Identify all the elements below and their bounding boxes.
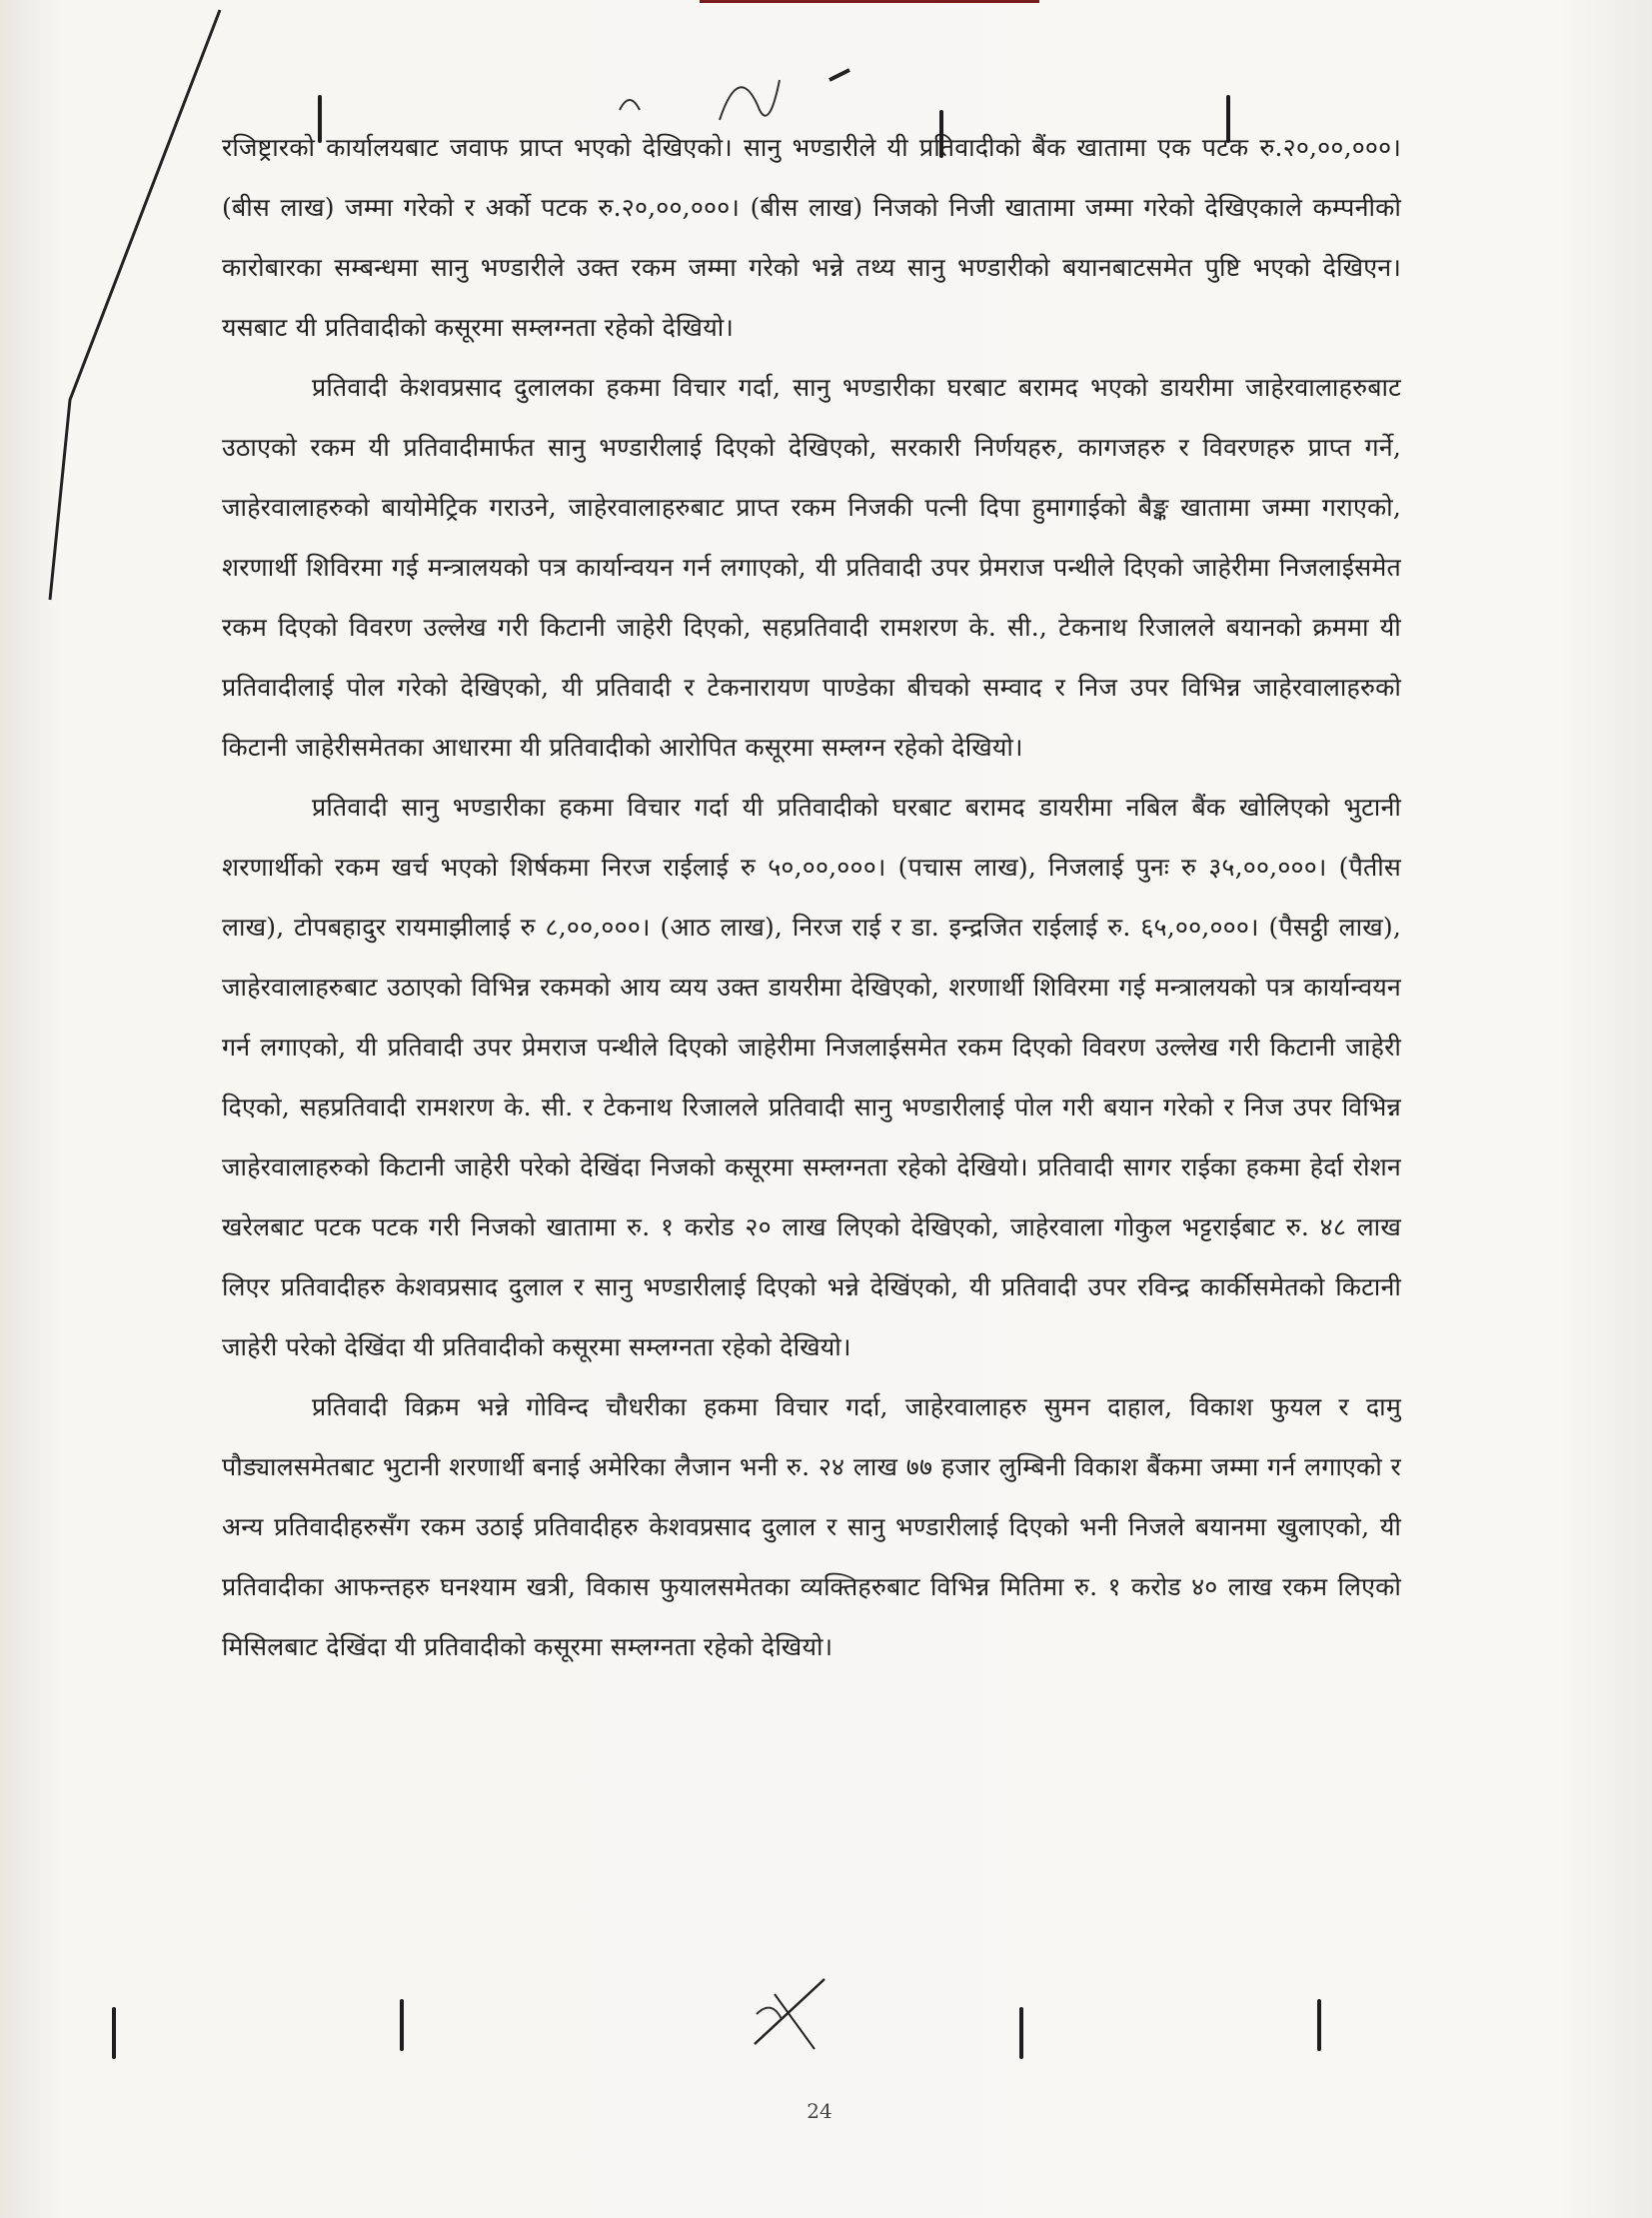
paragraph-3: प्रतिवादी सानु भण्डारीका हकमा विचार गर्दा यी प्रतिवादीको घरबाट बरामद डायरीमा नबिल बैंक खोलिएको भुटानी शरणार्थीको रकम खर्च भएको शिर्षकमा निरज राईलाई रु ५०,००,०००। (पचास लाख), निजलाई पुनः रु ३५,००,०००। (पैतीस लाख), टोपबहादुर रायमाझीलाई रु ८,००,०००। (आठ लाख), निरज राई र डा. इन्द्रजित राईलाई रु. ६५,००,०००। (पैसट्ठी लाख), जाहेरवालाहरुबाट उठाएको विभिन्न रकमको आय व्यय उक्त डायरीमा देखिएको, शरणार्थी शिविरमा गई मन्त्रालयको पत्र कार्यान्वयन गर्न लगाएको, यी प्रतिवादी उपर प्रेमराज पन्थीले दिएको जाहेरीमा निजलाईसमेत रकम दिएको विवरण उल्लेख गरी किटानी जाहेरी दिएको, सहप्रतिवादी रामशरण के. सी. र टेकनाथ रिजालले प्रतिवादी सानु भण्डारीलाई पोल गरी बयान गरेको र निज उपर विभिन्न जाहेरवालाहरुको किटानी जाहेरी परेको देखिंदा निजको कसूरमा सम्लग्नता रहेको देखियो। प्रतिवादी सागर राईका हकमा हेर्दा रोशन खरेलबाट पटक पटक गरी निजको खातामा रु. १ करोड २० लाख लिएको देखिएको, जाहेरवाला गोकुल भट्टराईबाट रु. ४८ लाख लिएर प्रतिवादीहरु केशवप्रसाद दुलाल र सानु भण्डारीलाई दिएको भन्ने देखिंएको, यी प्रतिवादी उपर रविन्द्र कार्कीसमेतको किटानी जाहेरी परेको देखिंदा यी प्रतिवादीको कसूरमा सम्लग्नता रहेको देखियो। xyxy=(222,793,1401,1361)
vertical-mark xyxy=(1317,1999,1321,2051)
signature-mark xyxy=(745,1974,839,2054)
vertical-mark xyxy=(1019,2007,1023,2059)
paragraph-2: प्रतिवादी केशवप्रसाद दुलालका हकमा विचार गर्दा, सानु भण्डारीका घरबाट बरामद भएको डायरीमा जाहेरवालाहरुबाट उठाएको रकम यी प्रतिवादीमार्फत सानु भण्डारीलाई दिएको देखिएको, सरकारी निर्णयहरु, कागजहरु र विवरणहरु प्राप्त गर्ने, जाहेरवालाहरुको बायोमेट्रिक गराउने, जाहेरवालाहरुबाट प्राप्त रकम निजकी पत्नी दिपा हुमागाईको बैङ्क खातामा जम्मा गराएको, शरणार्थी शिविरमा गई मन्त्रालयको पत्र कार्यान्वयन गर्न लगाएको, यी प्रतिवादी उपर प्रेमराज पन्थीले दिएको जाहेरीमा निजलाईसमेत रकम दिएको विवरण उल्लेख गरी किटानी जाहेरी दिएको, सहप्रतिवादी रामशरण के. सी., टेकनाथ रिजालले बयानको क्रममा यी प्रतिवादीलाई पोल गरेको देखिएको, यी प्रतिवादी र टेकनारायण पाण्डेका बीचको सम्वाद र निज उपर विभिन्न जाहेरवालाहरुको किटानी जाहेरीसमेतका आधारमा यी प्रतिवादीको आरोपित कसूरमा सम्लग्न रहेको देखियो। xyxy=(222,373,1401,762)
top-rule-line xyxy=(700,0,1039,3)
body-text xyxy=(222,118,1401,1677)
vertical-mark xyxy=(112,2007,116,2059)
vertical-mark xyxy=(400,1999,404,2051)
paragraph-1: रजिष्ट्रारको कार्यालयबाट जवाफ प्राप्त भएको देखिएको। सानु भण्डारीले यी प्रतिवादीको बैंक खातामा एक पटक रु.२०,००,०००। (बीस लाख) जम्मा गरेको र अर्को पटक रु.२०,००,०००। (बीस लाख) निजको निजी खातामा जम्मा गरेको देखिएकाले कम्पनीको कारोबारका सम्बन्धमा सानु भण्डारीले उक्त रकम जम्मा गरेको भन्ने तथ्य सानु भण्डारीको बयानबाटसमेत पुष्टि भएको देखिएन। यसबाट यी प्रतिवादीको कसूरमा सम्लग्नता रहेको देखियो। xyxy=(222,133,1401,342)
page-number: 24 xyxy=(807,2099,832,2123)
margin-line xyxy=(30,0,230,620)
paragraph-4: प्रतिवादी विक्रम भन्ने गोविन्द चौधरीका हकमा विचार गर्दा, जाहेरवालाहरु सुमन दाहाल, विकाश फुयल र दामु पौड्यालसमेतबाट भुटानी शरणार्थी बनाई अमेरिका लैजान भनी रु. २४ लाख ७७ हजार लुम्बिनी विकाश बैंकमा जम्मा गर्न लगाएको र अन्य प्रतिवादीहरुसँग रकम उठाई प्रतिवादीहरु केशवप्रसाद दुलाल र सानु भण्डारीलाई दिएको भनी निजले बयानमा खुलाएको, यी प्रतिवादीका आफन्तहरु घनश्याम खत्री, विकास फुयालसमेतका व्यक्तिहरुबाट विभिन्न मितिमा रु. १ करोड ४० लाख रकम लिएको मिसिलबाट देखिंदा यी प्रतिवादीको कसूरमा सम्लग्नता रहेको देखियो। xyxy=(222,1392,1401,1661)
